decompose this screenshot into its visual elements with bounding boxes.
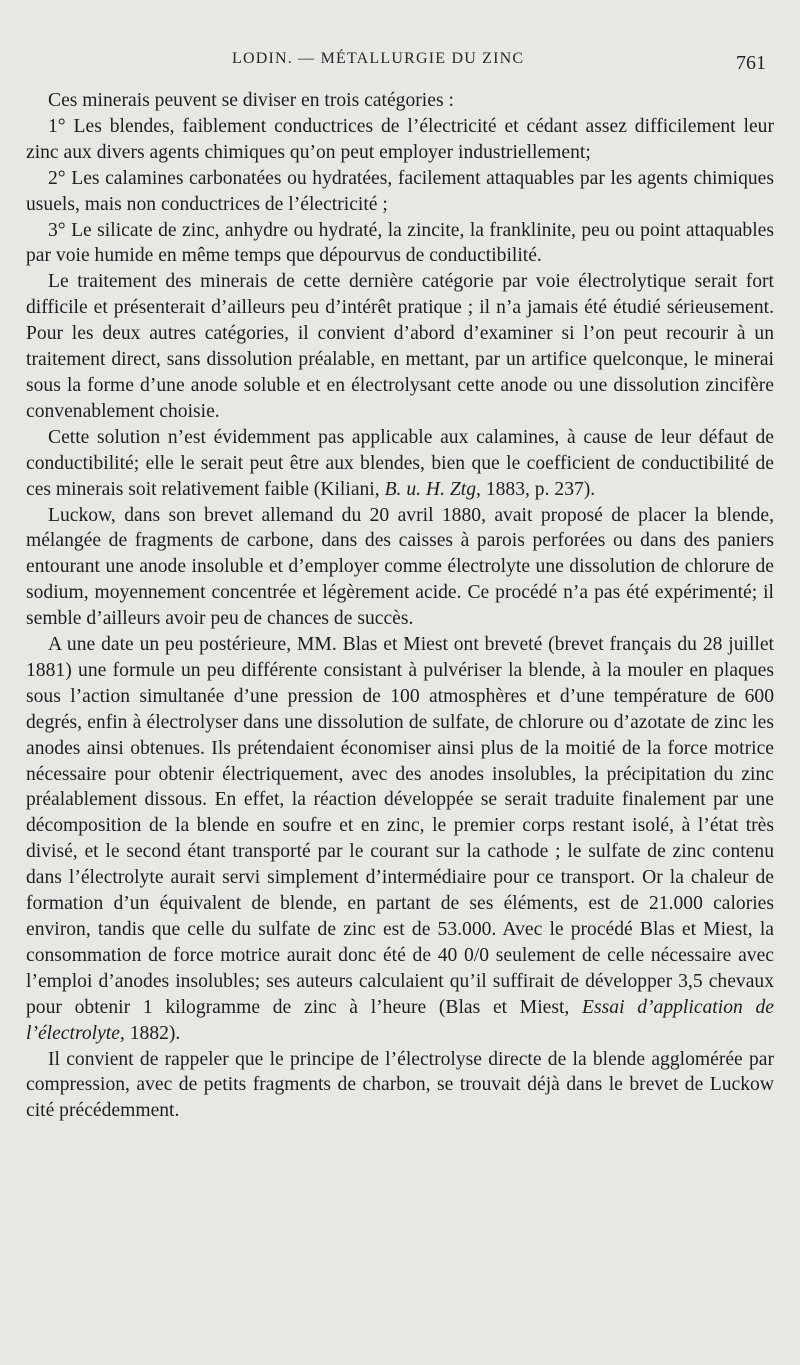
paragraph-silicate: 3° Le silicate de zinc, anhydre ou hydraté, la zincite, la franklinite, peu ou point attaquables par voie humide en même temps que dépourvus de conductibilité.	[26, 219, 774, 267]
citation-essai: Essai d’application de l’électrolyte	[26, 996, 774, 1044]
paragraph-blendes: 1° Les blendes, faiblement conductrices de l’électricité et cédant assez difficilement leur zinc aux divers agents chimiques qu’on peut employer industriellement;	[26, 115, 774, 163]
paragraph-calamines: 2° Les calamines carbonatées ou hydratées, facilement attaquables par les agents chimiques usuels, mais non conductrices de l’électricité ;	[26, 167, 774, 215]
citation-journal: B. u. H. Ztg	[384, 478, 477, 500]
body-text	[26, 88, 774, 1124]
paragraph-luckow: Luckow, dans son brevet allemand du 20 avril 1880, avait proposé de placer la blende, mélangée de fragments de carbone, dans des caisses à parois perforées ou dans des paniers entourant une anode insoluble et d’employer comme électrolyte une dissolution de chlorure de sodium, moyennement concentrée et légèrement acide. Ce procédé n’a pas été expérimenté; il semble d’ailleurs avoir peu de chances de succès.	[26, 504, 774, 630]
paragraph-solution: Cette solution n’est évidemment pas applicable aux calamines, à cause de leur défaut de conductibilité; elle le serait peut être aux blendes, bien que le coefficient de conductibilité de ces minerais soit relativement faible (Kiliani, B. u. H. Ztg, 1883, p. 237).	[26, 426, 774, 500]
page-header	[0, 50, 800, 74]
paragraph-traitement: Le traitement des minerais de cette dernière catégorie par voie électrolytique serait fort difficile et présenterait d’ailleurs peu d’intérêt pratique ; il n’a jamais été étudié sérieusement. Pour les deux autres catégories, il convient d’abord d’examiner si l’on peut recourir à un traitement direct, sans dissolution préalable, en mettant, par un artifice quelconque, le minerai sous la forme d’une anode soluble et en électrolysant cette anode ou une dissolution zincifère convenablement choisie.	[26, 271, 774, 422]
paragraph-conclusion: Il convient de rappeler que le principe de l’électrolyse directe de la blende agglomérée par compression, avec de petits fragments de charbon, se trouvait déjà dans le brevet de Luckow cité précédemment.	[26, 1048, 774, 1122]
page-number: 761	[736, 52, 766, 74]
running-title: LODIN. — MÉTALLURGIE DU ZINC	[232, 50, 525, 67]
paragraph-blas-miest: A une date un peu postérieure, MM. Blas et Miest ont breveté (brevet français du 28 juillet 1881) une formule un peu différente consistant à pulvériser la blende, à la mouler en plaques sous l’action simultanée d’une pression de 100 atmosphères et d’une température de 600 degrés, enfin à électrolyser dans une dissolution de sulfate, de chlorure ou d’azotate de zinc les anodes ainsi obtenues. Ils prétendaient économiser ainsi plus de la moitié de la force motrice nécessaire pour obtenir électriquement, avec des anodes insolubles, la précipitation du zinc préalablement dissous. En effet, la réaction développée se serait traduite finalement par une décomposition de la blende en soufre et en zinc, le premier corps restant isolé, à l’état très divisé, et le second étant transporté par le courant sur la cathode ; le sulfate de zinc contenu dans l’électrolyte aurait servi simplement d’intermédiaire pour ce transport. Or la chaleur de formation d’un équivalent de blende, en partant de ses éléments, est de 21.000 calories environ, tandis que celle du sulfate de zinc est de 53.000. Avec le procédé Blas et Miest, la consommation de force motrice aurait donc été de 40 0/0 seulement de celle nécessaire avec l’emploi d’anodes insolubles; ses auteurs calculaient qu’il suffirait de développer 3,5 chevaux pour obtenir 1 kilogramme de zinc à l’heure (Blas et Miest, Essai d’application de l’électrolyte, 1882).	[26, 634, 774, 1044]
paragraph-intro: Ces minerais peuvent se diviser en trois catégories :	[48, 90, 454, 111]
